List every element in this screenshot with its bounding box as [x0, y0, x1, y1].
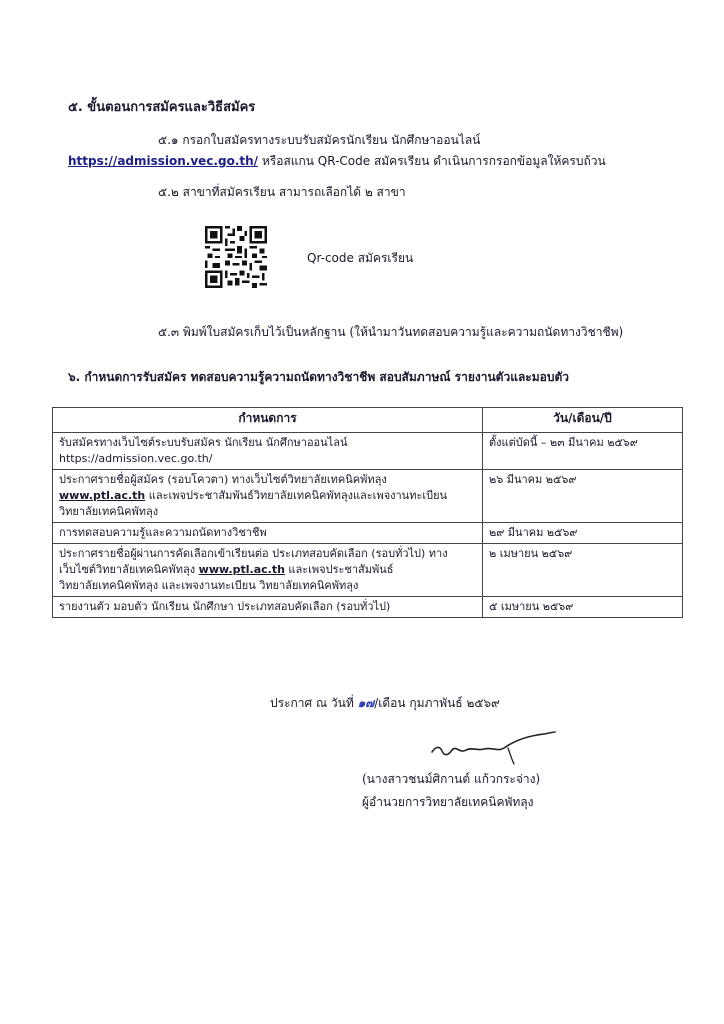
ptl-link[interactable]: www.ptl.ac.th	[198, 563, 285, 576]
signatory-name: (นางสาวชนม์ศิกานต์ แก้วกระจ่าง)	[362, 772, 541, 786]
event-line: https://admission.vec.go.th/	[59, 452, 213, 465]
event-line: รายงานตัว มอบตัว นักเรียน นักศึกษา ประเภทสอบคัดเลือก (รอบทั่วไป)	[59, 600, 391, 613]
announcement-day: ๑๗	[357, 696, 375, 710]
item-5-1-continued	[68, 152, 606, 171]
qr-code-image	[205, 226, 267, 288]
signature-image	[422, 728, 562, 768]
admission-link[interactable]: https://admission.vec.go.th/	[68, 154, 259, 168]
date-cell: ๕ เมษายน ๒๕๖๙	[483, 597, 683, 618]
item-5-3-text: ๕.๓ พิมพ์ใบสมัครเก็บไว้เป็นหลักฐาน (ให้นำมาวันทดสอบความรู้และความถนัดทางวิชาชีพ)	[158, 325, 624, 339]
date-cell: ๒๖ มีนาคม ๒๕๖๙	[483, 470, 683, 523]
header-event: กำหนดการ	[53, 408, 483, 433]
item-5-1-text: ๕.๑ กรอกใบสมัครทางระบบรับสมัครนักเรียน นักศึกษาออนไลน์	[158, 133, 481, 147]
event-cell	[53, 470, 483, 523]
section-6-heading: ๖. กำหนดการรับสมัคร ทดสอบความรู้ความถนัดทางวิชาชีพ สอบสัมภาษณ์ รายงานตัวและมอบตัว	[68, 370, 570, 384]
item-5-2-text: ๕.๒ สาขาที่สมัครเรียน สามารถเลือกได้ ๒ สาขา	[158, 185, 406, 199]
qr-code-label: Qr-code สมัครเรียน	[307, 251, 414, 265]
table-header-row	[53, 408, 683, 433]
header-date: วัน/เดือน/ปี	[483, 408, 683, 433]
signatory-position: ผู้อำนวยการวิทยาลัยเทคนิคพัทลุง	[362, 795, 534, 809]
announcement-suffix: /เดือน กุมภาพันธ์ ๒๕๖๙	[374, 696, 500, 710]
event-line: รับสมัครทางเว็บไซต์ระบบรับสมัคร นักเรียน นักศึกษาออนไลน์	[59, 436, 348, 449]
date-cell: ๒๙ มีนาคม ๒๕๖๙	[483, 523, 683, 544]
event-line: การทดสอบความรู้และความถนัดทางวิชาชีพ	[59, 526, 267, 539]
event-cell	[53, 523, 483, 544]
event-cell	[53, 433, 483, 470]
table-row	[53, 597, 683, 618]
announcement-date	[270, 694, 500, 713]
event-cell	[53, 544, 483, 597]
event-line: วิทยาลัยเทคนิคพัทลุง และเพจงานทะเบียน วิทยาลัยเทคนิคพัทลุง	[59, 579, 359, 592]
ptl-link[interactable]: www.ptl.ac.th	[59, 489, 146, 502]
item-5-1-rest: หรือสแกน QR-Code สมัครเรียน ดำเนินการกรอกข้อมูลให้ครบถ้วน	[258, 154, 606, 168]
section-5-heading: ๕. ขั้นตอนการสมัครและวิธีสมัคร	[68, 100, 256, 115]
event-line	[59, 488, 476, 504]
table-row	[53, 433, 683, 470]
table-row	[53, 544, 683, 597]
date-cell: ๒ เมษายน ๒๕๖๙	[483, 544, 683, 597]
event-cell	[53, 597, 483, 618]
date-cell: ตั้งแต่บัดนี้ – ๒๓ มีนาคม ๒๕๖๙	[483, 433, 683, 470]
event-line: ประกาศรายชื่อผู้ผ่านการคัดเลือกเข้าเรียนต่อ ประเภทสอบคัดเลือก (รอบทั่วไป) ทาง	[59, 547, 448, 560]
table-row	[53, 523, 683, 544]
announcement-prefix: ประกาศ ณ วันที่	[270, 696, 358, 710]
event-line-rest: และเพจประชาสัมพันธ์	[284, 563, 394, 576]
event-line-rest: และเพจประชาสัมพันธ์วิทยาลัยเทคนิคพัทลุงและเพจงานทะเบียน	[145, 489, 448, 502]
event-line: ประกาศรายชื่อผู้สมัคร (รอบโควตา) ทางเว็บไซต์วิทยาลัยเทคนิคพัทลุง	[59, 473, 387, 486]
event-line	[59, 562, 476, 578]
schedule-table	[52, 407, 683, 618]
table-row	[53, 470, 683, 523]
event-line: วิทยาลัยเทคนิคพัทลุง	[59, 505, 159, 518]
event-line-start: เว็บไซต์วิทยาลัยเทคนิคพัทลุง	[59, 563, 199, 576]
